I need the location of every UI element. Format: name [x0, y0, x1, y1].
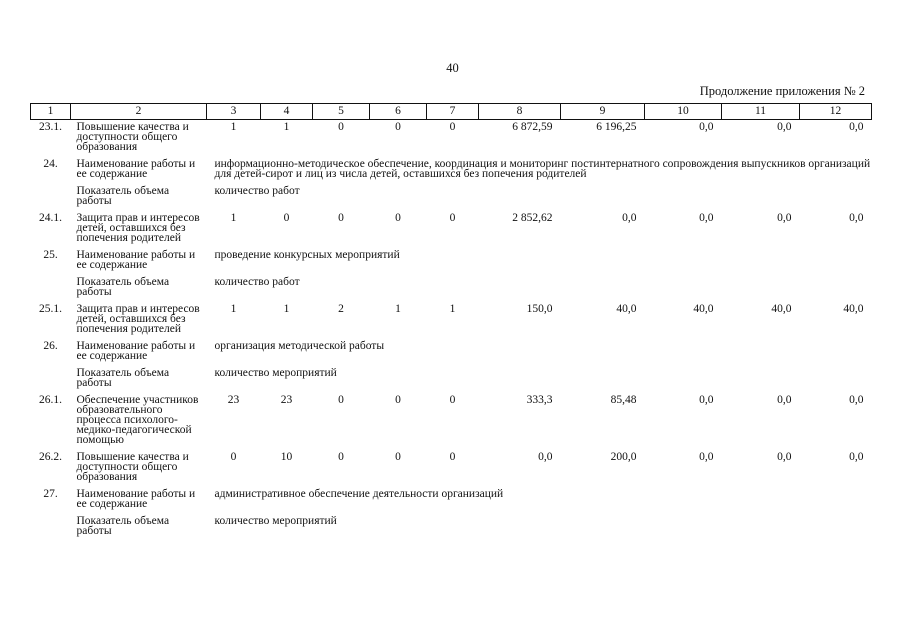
value-cell: 0	[338, 121, 344, 133]
value-cell: 0,0	[777, 212, 792, 224]
column-header: 11	[722, 104, 800, 120]
value-cell: 1	[449, 303, 456, 315]
column-header: 5	[313, 104, 370, 120]
value-cell: 0,0	[849, 121, 864, 133]
row-number: 25.1.	[39, 303, 62, 315]
row-name: Обеспечение участников образовательного процесса психолого-медико-педагогической помощью	[76, 394, 199, 446]
row-name: Наименование работы и ее содержание	[76, 340, 196, 362]
value-cell: 10	[280, 451, 293, 463]
column-header: 9	[561, 104, 645, 120]
row-description: количество работ	[214, 185, 300, 197]
value-cell: 0	[338, 394, 344, 406]
column-header: 8	[479, 104, 561, 120]
value-cell: 1	[230, 212, 237, 224]
row-description: административное обеспечение деятельности организаций	[214, 488, 504, 500]
value-cell: 2	[338, 303, 344, 315]
table-row	[31, 450, 872, 487]
row-name: Защита прав и интересов детей, оставшихся без попечения родителей	[76, 303, 200, 335]
row-name: Наименование работы и ее содержание	[76, 488, 196, 510]
value-cell: 0	[449, 121, 456, 133]
row-description: количество мероприятий	[214, 515, 337, 527]
value-cell: 1	[230, 303, 237, 315]
row-number	[31, 275, 71, 302]
value-cell: 333,3	[526, 394, 553, 406]
value-cell: 40,0	[693, 303, 714, 315]
value-cell: 0,0	[699, 212, 714, 224]
value-cell: 0	[449, 212, 456, 224]
table-row	[31, 302, 872, 339]
value-cell: 2 852,62	[512, 212, 553, 224]
row-number: 25.	[43, 249, 58, 261]
value-cell: 1	[395, 303, 401, 315]
value-cell: 0,0	[777, 121, 792, 133]
value-cell: 0	[338, 212, 344, 224]
column-header: 7	[427, 104, 479, 120]
value-cell: 6 872,59	[512, 121, 553, 133]
table-row	[31, 120, 872, 158]
value-cell: 0,0	[849, 394, 864, 406]
row-name: Защита прав и интересов детей, оставшихся без попечения родителей	[76, 212, 200, 244]
header-row	[31, 104, 872, 120]
value-cell: 0	[338, 451, 344, 463]
value-cell: 40,0	[843, 303, 864, 315]
value-cell: 1	[283, 121, 290, 133]
value-cell: 0	[283, 212, 290, 224]
row-number: 23.1.	[39, 121, 62, 133]
value-cell: 0,0	[622, 212, 637, 224]
value-cell: 0,0	[699, 121, 714, 133]
row-name: Показатель объема работы	[76, 367, 170, 389]
row-number	[31, 366, 71, 393]
column-header: 1	[31, 104, 71, 120]
value-cell: 200,0	[610, 451, 637, 463]
value-cell: 0,0	[777, 451, 792, 463]
row-name: Наименование работы и ее содержание	[76, 158, 196, 180]
row-description: организация методической работы	[214, 340, 385, 352]
description-row	[31, 248, 872, 275]
description-row	[31, 339, 872, 366]
value-cell: 0,0	[849, 451, 864, 463]
row-name: Наименование работы и ее содержание	[76, 249, 196, 271]
description-row	[31, 487, 872, 514]
value-cell: 0	[449, 451, 456, 463]
description-row	[31, 157, 872, 184]
value-cell: 1	[283, 303, 290, 315]
value-cell: 0,0	[849, 212, 864, 224]
value-cell: 0	[395, 212, 401, 224]
row-name: Показатель объема работы	[76, 185, 170, 207]
value-cell: 23	[280, 394, 293, 406]
column-header: 4	[261, 104, 313, 120]
value-cell: 0	[395, 394, 401, 406]
value-cell: 0,0	[699, 394, 714, 406]
value-cell: 0,0	[699, 451, 714, 463]
value-cell: 0	[395, 121, 401, 133]
value-cell: 0	[449, 394, 456, 406]
value-cell: 150,0	[526, 303, 553, 315]
row-description: количество мероприятий	[214, 367, 337, 379]
value-cell: 0,0	[777, 394, 792, 406]
page-number: 40	[446, 61, 459, 75]
row-number: 26.2.	[39, 451, 62, 463]
value-cell: 85,48	[610, 394, 637, 406]
appendix-table	[30, 103, 872, 541]
value-cell: 0	[230, 451, 237, 463]
row-number	[31, 184, 71, 211]
row-number: 24.1.	[39, 212, 62, 224]
continuation-caption: Продолжение приложения № 2	[699, 84, 865, 98]
description-row	[31, 184, 872, 211]
row-name: Повышение качества и доступности общего образования	[76, 121, 189, 153]
row-description: информационно-методическое обеспечение, координация и мониторинг постинтернатного сопровождения выпускников организаций для детей-сирот и лиц из числа детей, оставшихся без попечения родителей	[214, 158, 871, 180]
column-header: 2	[71, 104, 207, 120]
row-number: 26.1.	[39, 394, 62, 406]
column-header: 6	[370, 104, 427, 120]
value-cell: 0	[395, 451, 401, 463]
row-number: 26.	[43, 340, 58, 352]
table-row	[31, 393, 872, 450]
value-cell: 40,0	[616, 303, 637, 315]
description-row	[31, 514, 872, 541]
row-description: проведение конкурсных мероприятий	[214, 249, 400, 261]
value-cell: 23	[227, 394, 240, 406]
row-number: 24.	[43, 158, 58, 170]
value-cell: 40,0	[771, 303, 792, 315]
table-row	[31, 211, 872, 248]
column-header: 3	[207, 104, 261, 120]
row-number	[31, 514, 71, 541]
value-cell: 1	[230, 121, 237, 133]
row-name: Повышение качества и доступности общего образования	[76, 451, 189, 483]
description-row	[31, 366, 872, 393]
value-cell: 6 196,25	[596, 121, 637, 133]
row-number: 27.	[43, 488, 58, 500]
column-header: 10	[645, 104, 722, 120]
description-row	[31, 275, 872, 302]
row-description: количество работ	[214, 276, 300, 288]
value-cell: 0,0	[538, 451, 553, 463]
column-header: 12	[800, 104, 872, 120]
row-name: Показатель объема работы	[76, 515, 170, 537]
row-name: Показатель объема работы	[76, 276, 170, 298]
